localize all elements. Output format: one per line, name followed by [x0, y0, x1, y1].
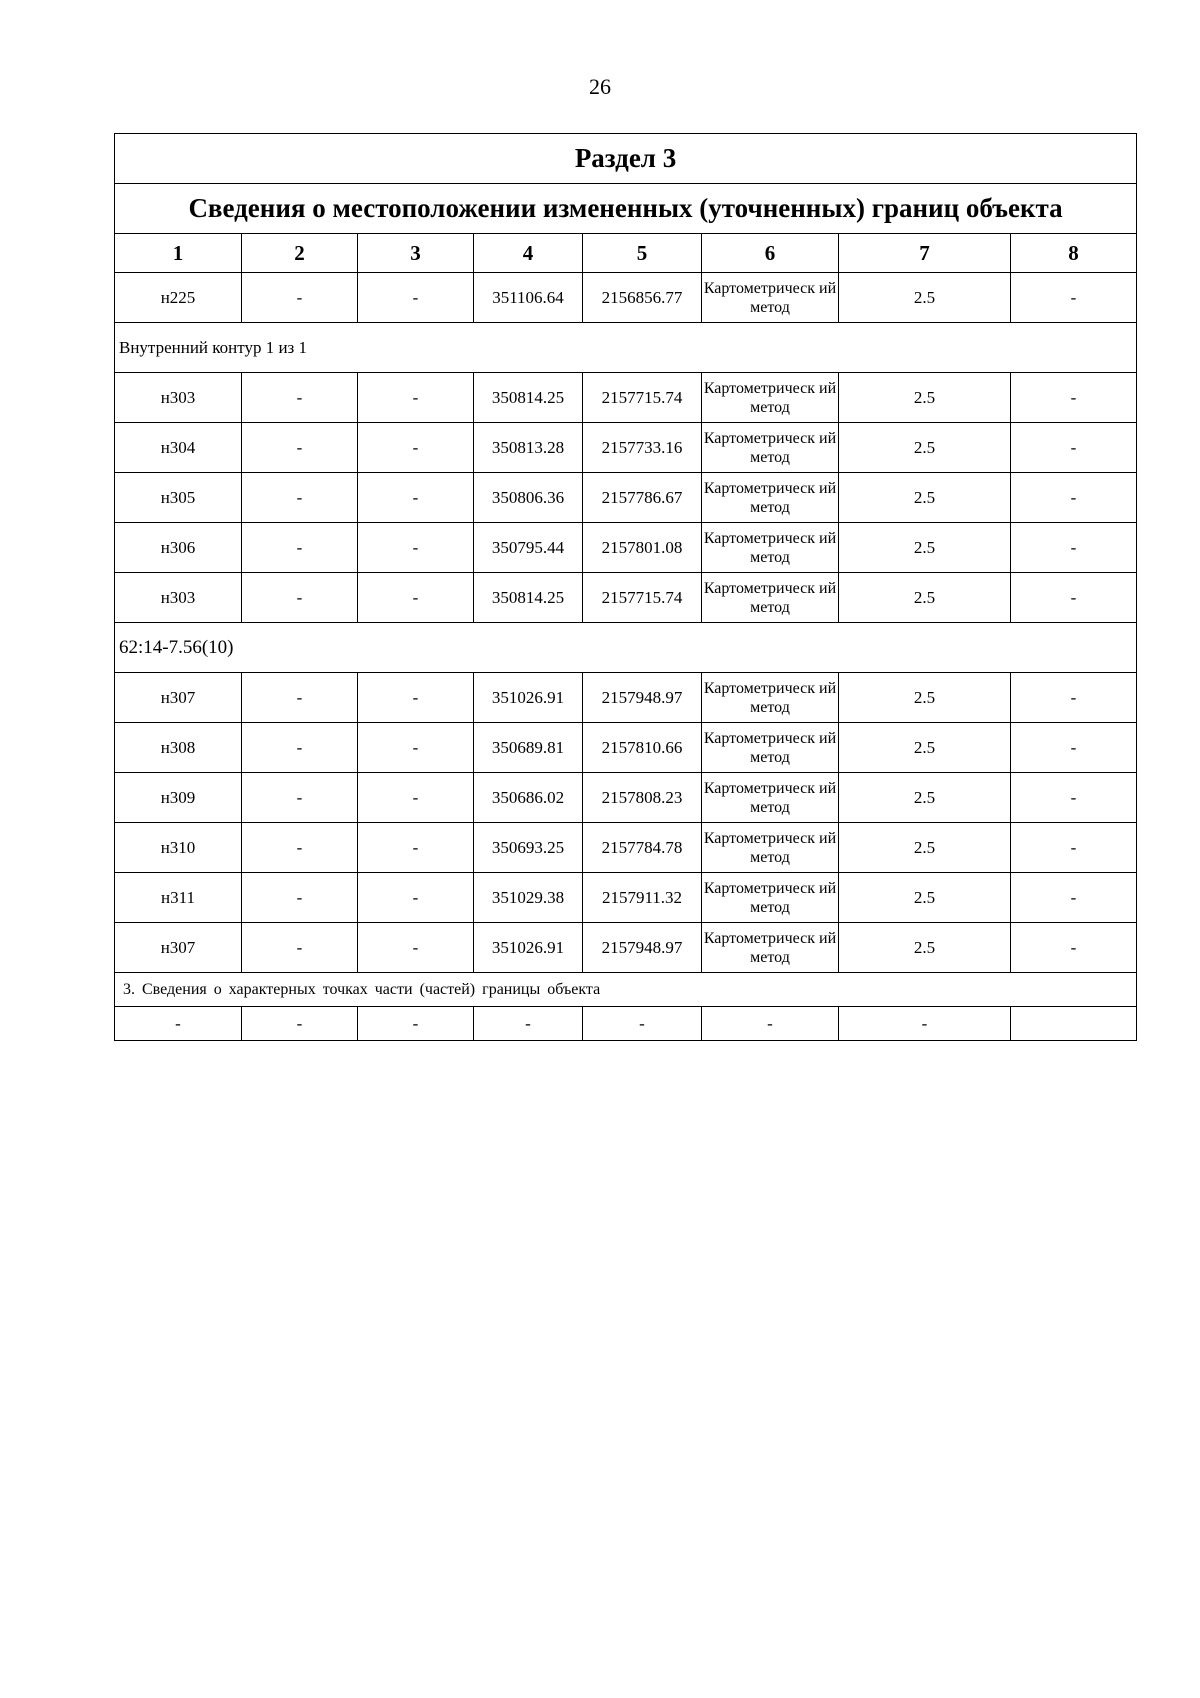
column-3-cell: - [358, 823, 474, 873]
table-row [115, 873, 1137, 923]
x-coordinate-cell: 350813.28 [474, 423, 583, 473]
table-row [115, 573, 1137, 623]
point-name-cell: н306 [115, 523, 242, 573]
y-coordinate-cell: 2157715.74 [583, 373, 702, 423]
method-cell: Картометрическ ий метод [702, 423, 839, 473]
y-coordinate-cell: 2157808.23 [583, 773, 702, 823]
column-8-cell: - [1011, 923, 1137, 973]
y-coordinate-cell: 2157948.97 [583, 673, 702, 723]
boundary-table [114, 133, 1137, 1041]
parcel-label-row [115, 623, 1137, 673]
table-row [115, 473, 1137, 523]
column-3-cell: - [358, 773, 474, 823]
point-name-cell: н308 [115, 723, 242, 773]
y-coordinate-cell: 2157801.08 [583, 523, 702, 573]
method-cell: Картометрическ ий метод [702, 923, 839, 973]
method-cell: Картометрическ ий метод [702, 473, 839, 523]
empty-value-cell: - [358, 1007, 474, 1041]
contour-label: Внутренний контур 1 из 1 [115, 323, 1137, 373]
table-row [115, 423, 1137, 473]
column-number: 2 [242, 234, 358, 273]
column-2-cell: - [242, 473, 358, 523]
accuracy-cell: 2.5 [839, 723, 1011, 773]
column-2-cell: - [242, 723, 358, 773]
method-cell: Картометрическ ий метод [702, 273, 839, 323]
table-row [115, 373, 1137, 423]
point-name-cell: н311 [115, 873, 242, 923]
y-coordinate-cell: 2157948.97 [583, 923, 702, 973]
y-coordinate-cell: 2157784.78 [583, 823, 702, 873]
accuracy-cell: 2.5 [839, 373, 1011, 423]
y-coordinate-cell: 2157715.74 [583, 573, 702, 623]
accuracy-cell: 2.5 [839, 673, 1011, 723]
x-coordinate-cell: 351026.91 [474, 673, 583, 723]
x-coordinate-cell: 350689.81 [474, 723, 583, 773]
method-cell: Картометрическ ий метод [702, 673, 839, 723]
column-8-cell: - [1011, 523, 1137, 573]
method-cell: Картометрическ ий метод [702, 573, 839, 623]
point-name-cell: н225 [115, 273, 242, 323]
empty-value-cell: - [583, 1007, 702, 1041]
column-2-cell: - [242, 523, 358, 573]
column-8-cell: - [1011, 823, 1137, 873]
column-3-cell: - [358, 873, 474, 923]
column-number: 7 [839, 234, 1011, 273]
parcel-label: 62:14-7.56(10) [115, 623, 1137, 673]
page-number: 26 [589, 74, 611, 99]
column-3-cell: - [358, 923, 474, 973]
column-2-cell: - [242, 873, 358, 923]
empty-value-cell: - [474, 1007, 583, 1041]
column-8-cell: - [1011, 773, 1137, 823]
method-cell: Картометрическ ий метод [702, 723, 839, 773]
table-row [115, 1007, 1137, 1041]
column-number: 3 [358, 234, 474, 273]
section-title: Раздел 3 [115, 134, 1137, 184]
y-coordinate-cell: 2157733.16 [583, 423, 702, 473]
point-name-cell: н309 [115, 773, 242, 823]
method-cell: Картометрическ ий метод [702, 523, 839, 573]
section-3-row [115, 973, 1137, 1007]
x-coordinate-cell: 350693.25 [474, 823, 583, 873]
column-8-cell: - [1011, 673, 1137, 723]
column-3-cell: - [358, 573, 474, 623]
column-2-cell: - [242, 273, 358, 323]
method-cell: Картометрическ ий метод [702, 373, 839, 423]
accuracy-cell: 2.5 [839, 773, 1011, 823]
accuracy-cell: 2.5 [839, 423, 1011, 473]
section-3-title: 3. Сведения о характерных точках части (частей) границы объекта [115, 973, 1137, 1007]
accuracy-cell: 2.5 [839, 573, 1011, 623]
table-row [115, 823, 1137, 873]
point-name-cell: н303 [115, 373, 242, 423]
method-cell: Картометрическ ий метод [702, 773, 839, 823]
point-name-cell: н307 [115, 673, 242, 723]
y-coordinate-cell: 2157810.66 [583, 723, 702, 773]
column-3-cell: - [358, 423, 474, 473]
column-3-cell: - [358, 523, 474, 573]
x-coordinate-cell: 351029.38 [474, 873, 583, 923]
x-coordinate-cell: 351026.91 [474, 923, 583, 973]
point-name-cell: н305 [115, 473, 242, 523]
column-2-cell: - [242, 773, 358, 823]
table-row [115, 523, 1137, 573]
column-3-cell: - [358, 723, 474, 773]
x-coordinate-cell: 350814.25 [474, 573, 583, 623]
column-number: 4 [474, 234, 583, 273]
table-row [115, 273, 1137, 323]
method-cell: Картометрическ ий метод [702, 873, 839, 923]
x-coordinate-cell: 351106.64 [474, 273, 583, 323]
column-number: 6 [702, 234, 839, 273]
column-number: 8 [1011, 234, 1137, 273]
column-8-cell: - [1011, 723, 1137, 773]
accuracy-cell: 2.5 [839, 873, 1011, 923]
table-row [115, 723, 1137, 773]
column-8-cell: - [1011, 273, 1137, 323]
column-8-cell: - [1011, 423, 1137, 473]
y-coordinate-cell: 2156856.77 [583, 273, 702, 323]
accuracy-cell: 2.5 [839, 523, 1011, 573]
column-number: 1 [115, 234, 242, 273]
x-coordinate-cell: 350686.02 [474, 773, 583, 823]
point-name-cell: н304 [115, 423, 242, 473]
table-row [115, 773, 1137, 823]
accuracy-cell: 2.5 [839, 273, 1011, 323]
table-row [115, 923, 1137, 973]
x-coordinate-cell: 350814.25 [474, 373, 583, 423]
column-2-cell: - [242, 673, 358, 723]
empty-value-cell: - [839, 1007, 1011, 1041]
section-subtitle: Сведения о местоположении измененных (уточненных) границ объекта [115, 184, 1137, 234]
column-number: 5 [583, 234, 702, 273]
column-number-row [115, 234, 1137, 273]
column-3-cell: - [358, 273, 474, 323]
y-coordinate-cell: 2157786.67 [583, 473, 702, 523]
column-2-cell: - [242, 923, 358, 973]
point-name-cell: н307 [115, 923, 242, 973]
accuracy-cell: 2.5 [839, 923, 1011, 973]
empty-value-cell: - [702, 1007, 839, 1041]
column-3-cell: - [358, 373, 474, 423]
x-coordinate-cell: 350795.44 [474, 523, 583, 573]
column-3-cell: - [358, 673, 474, 723]
column-8-cell: - [1011, 573, 1137, 623]
empty-value-cell: - [115, 1007, 242, 1041]
column-8-cell: - [1011, 373, 1137, 423]
contour-label-row [115, 323, 1137, 373]
table-row [115, 673, 1137, 723]
column-3-cell: - [358, 473, 474, 523]
point-name-cell: н310 [115, 823, 242, 873]
method-cell: Картометрическ ий метод [702, 823, 839, 873]
column-8-cell: - [1011, 473, 1137, 523]
empty-value-cell [1011, 1007, 1137, 1041]
y-coordinate-cell: 2157911.32 [583, 873, 702, 923]
column-2-cell: - [242, 823, 358, 873]
x-coordinate-cell: 350806.36 [474, 473, 583, 523]
column-2-cell: - [242, 573, 358, 623]
accuracy-cell: 2.5 [839, 823, 1011, 873]
accuracy-cell: 2.5 [839, 473, 1011, 523]
column-2-cell: - [242, 373, 358, 423]
column-2-cell: - [242, 423, 358, 473]
column-8-cell: - [1011, 873, 1137, 923]
empty-value-cell: - [242, 1007, 358, 1041]
point-name-cell: н303 [115, 573, 242, 623]
